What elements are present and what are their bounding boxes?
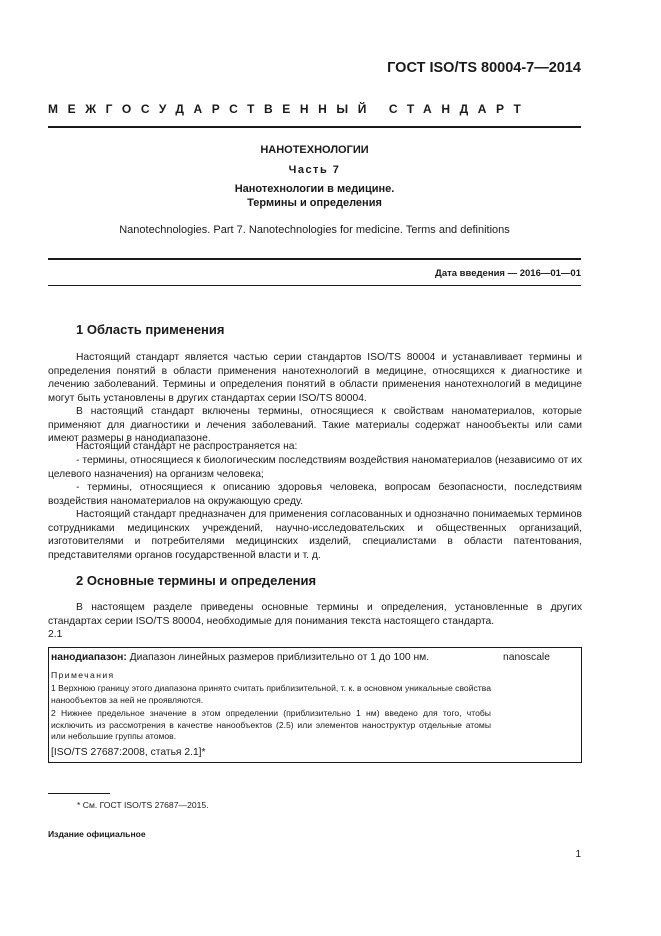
note-item: 2 Нижнее предельное значение в этом определении (приблизительно 1 нм) введено для того, чтобы исключить из рассмотрения в качестве нанообъектов (2.5) или элементов наноструктур отдельные атомы или небольшие группы атомов. [51,708,491,741]
note-item: 1 Верхнюю границу этого диапазона принято считать приблизительной, т. к. в основном уникальные свойства нанообъектов за ней не проявляются. [51,683,491,705]
title-divider [48,258,581,260]
section2-heading: 2 Основные термины и определения [76,573,317,588]
section1-paragraph: Настоящий стандарт не распространяется на: [76,441,298,452]
term-line [51,652,429,663]
english-title: Nanotechnologies. Part 7. Nanotechnologies for medicine. Terms and definitions [119,224,510,236]
term-name: нанодиапазон: [51,652,127,663]
term-english: nanoscale [503,652,550,663]
footnote: * См. ГОСТ ISO/TS 27687—2015. [77,800,209,810]
page-number: 1 [575,849,581,860]
section1-list-item: - термины, относящиеся к описанию здоровья человека, вопросам безопасности, последствиям воздействия наноматериалов на окружающую среду. [48,482,582,507]
section1-paragraph: Настоящий стандарт предназначен для применения согласованных и однозначно понимаемых терминов сотрудниками медицинских учреждений, научно-исследовательских и общественных организаций, изготовителями и потребителями медицинских изделий, специалистами в области патентования, представителями органов государственной власти и т. д. [48,509,582,561]
introduction-date: Дата введения — 2016—01—01 [435,268,581,279]
section1-heading: 1 Область применения [76,322,225,337]
document-part: Часть 7 [288,164,341,176]
term-definition: Диапазон линейных размеров приблизительно от 1 до 100 нм. [126,652,430,663]
standard-code: ГОСТ ISO/TS 80004-7—2014 [387,60,581,76]
section1-list-item: - термины, относящиеся к биологическим последствиям воздействия наноматериалов (независимо от их целевого назначения) на организм человека; [48,455,582,480]
date-divider [48,285,581,286]
document-title: НАНОТЕХНОЛОГИИ [260,144,369,156]
document-subtitle-line1: Нанотехнологии в медицине. [234,183,395,195]
term-source: [ISO/TS 27687:2008, статья 2.1]* [51,747,206,758]
edition-label: Издание официальное [48,829,146,839]
entry-number: 2.1 [48,629,63,640]
interstate-standard-label: МЕЖГОСУДАРСТВЕННЫЙ СТАНДАРТ [48,102,531,116]
term-entry-box [48,647,582,763]
section2-paragraph: В настоящем разделе приведены основные термины и определения, установленные в других стандартах серии ISO/TS 80004, необходимые для понимания текста настоящего стандарта. [48,602,582,627]
section1-paragraph: В настоящий стандарт включены термины, относящиеся к свойствам наноматериалов, которые применяют для диагностики и лечения заболеваний. Такие материалы содержат нанообъекты или сами имеют размеры в нанодиапазоне. [48,406,582,445]
footnote-divider [48,793,110,794]
section1-paragraph: Настоящий стандарт является частью серии стандартов ISO/TS 80004 и устанавливает термины и определения понятий в области применения нанотехнологий в медицине, относящихся к диагностике и лечению заболеваний. Термины и определения понятий в области применения нанотехнологий в медицине могут быть установлены в других стандартах серии ISO/TS 80004. [48,352,582,404]
notes-title: Примечания [51,670,115,680]
header-divider [48,126,581,128]
document-subtitle-line2: Термины и определения [247,197,382,209]
